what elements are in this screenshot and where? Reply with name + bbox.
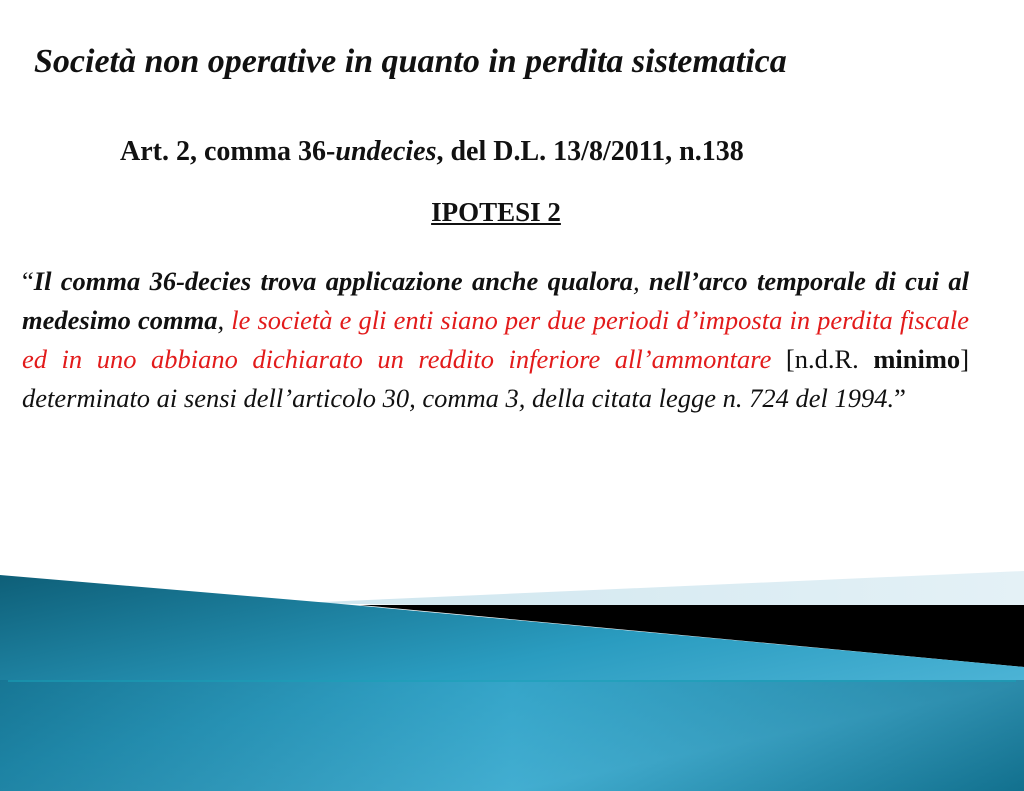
ndr-bold: minimo <box>873 344 961 374</box>
law-reference-prefix: Art. 2, comma 36- <box>120 136 336 167</box>
blue-band-lower <box>0 680 1024 791</box>
quote-highlight-red: le società e gli enti siano per due periodi d’imposta in perdita fiscale ed in uno abbiano dichiarato un reddito inferiore all’ammontare <box>22 305 970 374</box>
ndr-open: [n.d.R. <box>785 344 859 374</box>
ndr-close: ] <box>960 344 970 374</box>
quote-part-2: nell’arco temporale di cui al medesimo comma <box>22 266 970 335</box>
quote-open-mark: “ <box>22 266 34 296</box>
law-reference-italic: undecies <box>335 136 437 167</box>
quoted-text <box>22 262 969 418</box>
quote-comma-1: , <box>633 266 640 296</box>
law-reference <box>120 133 900 171</box>
decorative-footer-band <box>0 560 1024 791</box>
quote-part-1: Il comma 36-decies trova applicazione anche qualora <box>33 266 634 296</box>
quote-part-3: determinato ai sensi dell’articolo 30, comma 3, della citata legge n. 724 del 1994. <box>22 383 895 413</box>
law-reference-suffix: , del D.L. 13/8/2011, n.138 <box>436 136 744 167</box>
quote-close-mark: ” <box>894 383 906 413</box>
quote-comma-2: , <box>217 305 225 335</box>
slide-title: Società non operative in quanto in perdita sistematica <box>34 43 787 80</box>
pale-band <box>300 571 1024 605</box>
section-heading: IPOTESI 2 <box>431 197 561 227</box>
